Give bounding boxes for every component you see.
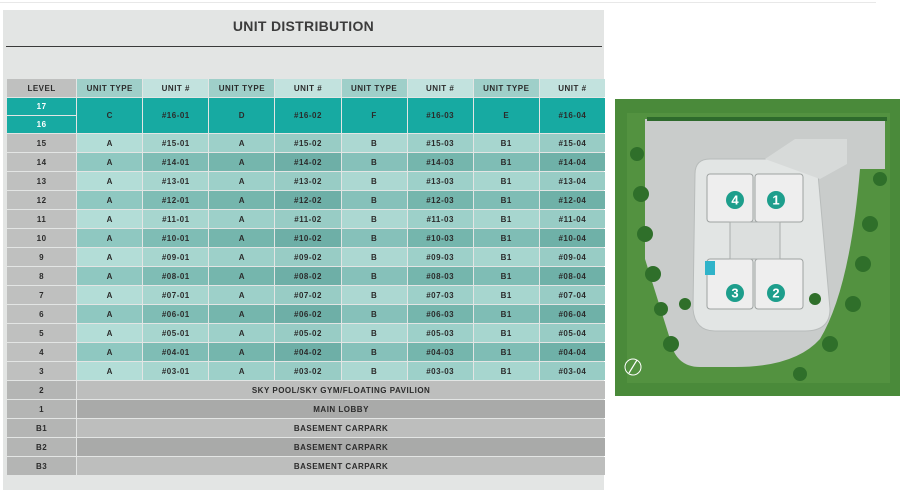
- header-unit-type: UNIT TYPE: [77, 79, 142, 97]
- unit-number-cell: #08-02: [275, 267, 340, 285]
- unit-number-cell: #09-04: [540, 248, 605, 266]
- unit-number-cell: #14-02: [275, 153, 340, 171]
- level-cell: 17: [7, 98, 76, 115]
- unit-number-cell: #09-02: [275, 248, 340, 266]
- unit-type-cell: A: [77, 172, 142, 190]
- header-unit-type: UNIT TYPE: [474, 79, 539, 97]
- unit-number-cell: #06-01: [143, 305, 208, 323]
- unit-type-cell: A: [77, 343, 142, 361]
- table-row: [7, 324, 605, 342]
- unit-type-cell: B1: [474, 153, 539, 171]
- unit-type-cell: A: [209, 343, 274, 361]
- unit-number-cell: #16-04: [540, 98, 605, 133]
- unit-type-cell: B1: [474, 248, 539, 266]
- unit-number-cell: #07-01: [143, 286, 208, 304]
- lower-floor-row: [7, 419, 605, 437]
- unit-number-cell: #09-01: [143, 248, 208, 266]
- unit-number-cell: #10-04: [540, 229, 605, 247]
- level-cell: B1: [7, 419, 76, 437]
- level-cell: 8: [7, 267, 76, 285]
- level-cell: 3: [7, 362, 76, 380]
- unit-number-cell: #05-02: [275, 324, 340, 342]
- unit-number-cell: #03-01: [143, 362, 208, 380]
- unit-number-cell: #05-01: [143, 324, 208, 342]
- level-cell: 1: [7, 400, 76, 418]
- level-cell: 9: [7, 248, 76, 266]
- unit-type-cell: B1: [474, 305, 539, 323]
- table-row: [7, 191, 605, 209]
- unit-type-cell: E: [474, 98, 539, 133]
- unit-number-cell: #11-02: [275, 210, 340, 228]
- unit-type-cell: A: [209, 267, 274, 285]
- unit-number-cell: #12-04: [540, 191, 605, 209]
- unit-number-cell: #15-02: [275, 134, 340, 152]
- unit-distribution-panel: [3, 10, 604, 490]
- unit-number-cell: #13-03: [408, 172, 473, 190]
- unit-number-cell: #03-02: [275, 362, 340, 380]
- table-row: [7, 134, 605, 152]
- unit-number-cell: #16-03: [408, 98, 473, 133]
- table-row: [7, 343, 605, 361]
- unit-type-cell: A: [77, 267, 142, 285]
- unit-type-cell: C: [77, 98, 142, 133]
- unit-type-cell: A: [77, 191, 142, 209]
- site-pool: [705, 261, 715, 275]
- unit-type-cell: B1: [474, 286, 539, 304]
- table-row: [7, 362, 605, 380]
- unit-number-cell: #05-04: [540, 324, 605, 342]
- unit-type-cell: A: [77, 229, 142, 247]
- page-title: UNIT DISTRIBUTION: [232, 18, 375, 34]
- unit-type-cell: B1: [474, 191, 539, 209]
- table-row: [7, 153, 605, 171]
- unit-number-cell: #08-04: [540, 267, 605, 285]
- header-unit-number: UNIT #: [143, 79, 208, 97]
- unit-number-cell: #14-04: [540, 153, 605, 171]
- site-hedge: [647, 117, 887, 121]
- level-cell: 14: [7, 153, 76, 171]
- unit-type-cell: A: [209, 229, 274, 247]
- header-level: LEVEL: [7, 79, 76, 97]
- unit-type-cell: F: [342, 98, 407, 133]
- unit-number-cell: #14-03: [408, 153, 473, 171]
- unit-number-cell: #16-01: [143, 98, 208, 133]
- unit-type-cell: B: [342, 362, 407, 380]
- unit-type-cell: B: [342, 134, 407, 152]
- unit-number-cell: #11-04: [540, 210, 605, 228]
- unit-number-cell: #15-01: [143, 134, 208, 152]
- unit-type-cell: B: [342, 305, 407, 323]
- level-cell: B3: [7, 457, 76, 475]
- level-cell: 11: [7, 210, 76, 228]
- unit-number-cell: #06-02: [275, 305, 340, 323]
- unit-type-cell: A: [77, 286, 142, 304]
- unit-distribution-table: [6, 78, 606, 476]
- lower-floor-row: [7, 457, 605, 475]
- unit-number-cell: #11-03: [408, 210, 473, 228]
- unit-type-cell: A: [77, 324, 142, 342]
- table-row: [7, 172, 605, 190]
- unit-number-cell: #07-03: [408, 286, 473, 304]
- unit-number-cell: #04-01: [143, 343, 208, 361]
- unit-number-cell: #04-04: [540, 343, 605, 361]
- level-cell: B2: [7, 438, 76, 456]
- unit-type-cell: B1: [474, 267, 539, 285]
- unit-type-cell: B1: [474, 210, 539, 228]
- unit-number-cell: #15-04: [540, 134, 605, 152]
- unit-type-cell: A: [209, 305, 274, 323]
- tower-unit-2: [755, 259, 803, 309]
- table-row: [7, 210, 605, 228]
- unit-type-cell: B: [342, 343, 407, 361]
- unit-number-cell: #13-04: [540, 172, 605, 190]
- unit-type-cell: B1: [474, 172, 539, 190]
- unit-type-cell: A: [209, 248, 274, 266]
- unit-label-4: 4: [731, 192, 739, 208]
- unit-type-cell: B1: [474, 362, 539, 380]
- unit-number-cell: #08-03: [408, 267, 473, 285]
- unit-label-1: 1: [772, 192, 780, 208]
- level-cell: 7: [7, 286, 76, 304]
- top-divider: [0, 2, 876, 3]
- unit-number-cell: #10-03: [408, 229, 473, 247]
- unit-type-cell: A: [209, 134, 274, 152]
- unit-type-cell: B: [342, 172, 407, 190]
- unit-type-cell: A: [209, 153, 274, 171]
- header-unit-number: UNIT #: [275, 79, 340, 97]
- unit-type-cell: A: [77, 153, 142, 171]
- unit-number-cell: #12-03: [408, 191, 473, 209]
- table-row: [7, 229, 605, 247]
- unit-number-cell: #03-03: [408, 362, 473, 380]
- level-cell: 10: [7, 229, 76, 247]
- unit-type-cell: A: [77, 305, 142, 323]
- unit-type-cell: A: [209, 172, 274, 190]
- unit-number-cell: #06-03: [408, 305, 473, 323]
- unit-label-2: 2: [772, 285, 780, 301]
- level-cell: 16: [7, 116, 76, 133]
- table-row: [7, 248, 605, 266]
- unit-type-cell: B1: [474, 324, 539, 342]
- unit-number-cell: #04-02: [275, 343, 340, 361]
- unit-type-cell: A: [77, 210, 142, 228]
- unit-type-cell: B1: [474, 134, 539, 152]
- unit-type-cell: B: [342, 210, 407, 228]
- header-row: [7, 79, 605, 97]
- unit-type-cell: A: [209, 324, 274, 342]
- unit-type-cell: A: [77, 362, 142, 380]
- title-rule: [6, 46, 602, 47]
- unit-number-cell: #03-04: [540, 362, 605, 380]
- level-cell: 13: [7, 172, 76, 190]
- unit-type-cell: B: [342, 191, 407, 209]
- table-row: [7, 267, 605, 285]
- level-cell: 12: [7, 191, 76, 209]
- unit-number-cell: #08-01: [143, 267, 208, 285]
- lower-floor-row: [7, 400, 605, 418]
- facility-label: MAIN LOBBY: [77, 400, 605, 418]
- unit-type-cell: A: [209, 191, 274, 209]
- unit-type-cell: A: [77, 134, 142, 152]
- unit-type-cell: B: [342, 324, 407, 342]
- penthouse-row: [7, 98, 605, 115]
- unit-type-cell: B: [342, 248, 407, 266]
- unit-number-cell: #04-03: [408, 343, 473, 361]
- unit-number-cell: #07-02: [275, 286, 340, 304]
- unit-number-cell: #10-01: [143, 229, 208, 247]
- level-cell: 5: [7, 324, 76, 342]
- facility-label: BASEMENT CARPARK: [77, 419, 605, 437]
- unit-number-cell: #10-02: [275, 229, 340, 247]
- unit-type-cell: A: [209, 286, 274, 304]
- unit-number-cell: #05-03: [408, 324, 473, 342]
- unit-number-cell: #16-02: [275, 98, 340, 133]
- unit-number-cell: #07-04: [540, 286, 605, 304]
- lower-floor-row: [7, 381, 605, 399]
- unit-type-cell: B: [342, 229, 407, 247]
- unit-type-cell: A: [209, 210, 274, 228]
- unit-number-cell: #11-01: [143, 210, 208, 228]
- facility-label: SKY POOL/SKY GYM/FLOATING PAVILION: [77, 381, 605, 399]
- site-plan-image: [615, 99, 900, 396]
- header-unit-number: UNIT #: [408, 79, 473, 97]
- unit-number-cell: #12-01: [143, 191, 208, 209]
- table-row: [7, 286, 605, 304]
- unit-label-3: 3: [731, 285, 739, 301]
- header-unit-type: UNIT TYPE: [342, 79, 407, 97]
- unit-number-cell: #06-04: [540, 305, 605, 323]
- unit-type-cell: B: [342, 267, 407, 285]
- unit-number-cell: #12-02: [275, 191, 340, 209]
- unit-type-cell: B1: [474, 343, 539, 361]
- table-row: [7, 305, 605, 323]
- unit-number-cell: #14-01: [143, 153, 208, 171]
- level-cell: 15: [7, 134, 76, 152]
- unit-type-cell: A: [209, 362, 274, 380]
- facility-label: BASEMENT CARPARK: [77, 438, 605, 456]
- unit-number-cell: #13-01: [143, 172, 208, 190]
- lower-floor-row: [7, 438, 605, 456]
- unit-type-cell: B1: [474, 229, 539, 247]
- header-unit-type: UNIT TYPE: [209, 79, 274, 97]
- unit-type-cell: B: [342, 286, 407, 304]
- unit-type-cell: A: [77, 248, 142, 266]
- facility-label: BASEMENT CARPARK: [77, 457, 605, 475]
- tower-core: [730, 222, 780, 259]
- unit-number-cell: #09-03: [408, 248, 473, 266]
- level-cell: 6: [7, 305, 76, 323]
- header-unit-number: UNIT #: [540, 79, 605, 97]
- unit-type-cell: B: [342, 153, 407, 171]
- unit-type-cell: D: [209, 98, 274, 133]
- level-cell: 2: [7, 381, 76, 399]
- level-cell: 4: [7, 343, 76, 361]
- unit-number-cell: #15-03: [408, 134, 473, 152]
- unit-number-cell: #13-02: [275, 172, 340, 190]
